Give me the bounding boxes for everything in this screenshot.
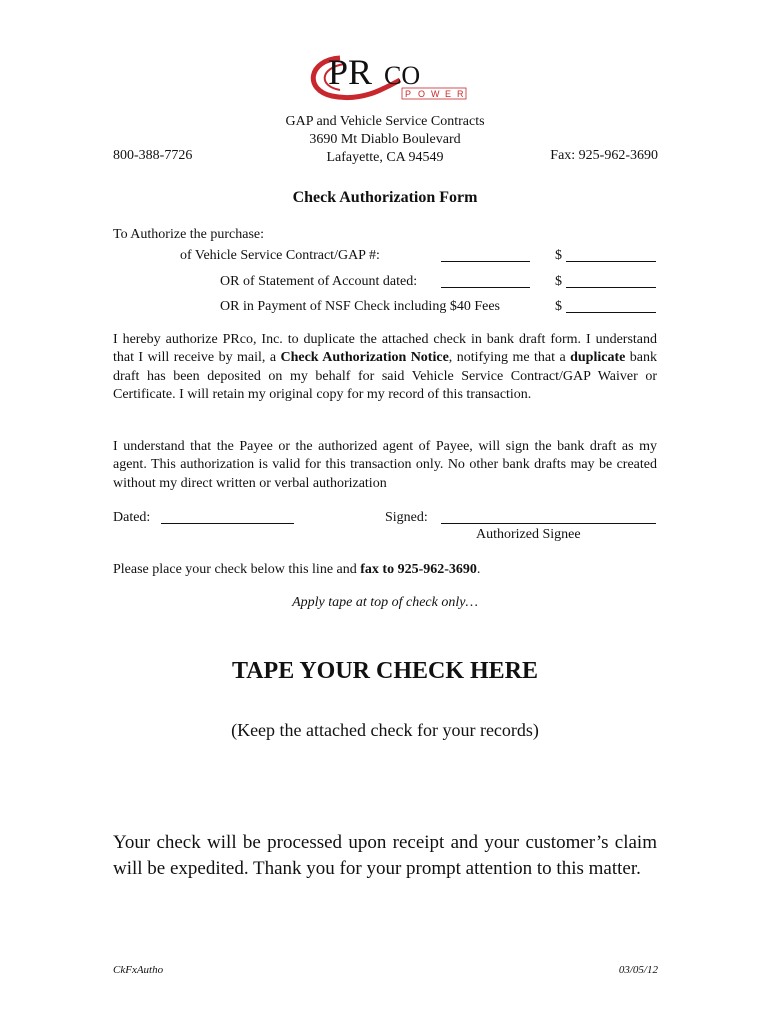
instructions-text-1: Please place your check below this line and	[113, 562, 361, 577]
para1-text-2: , notifying me that a	[448, 350, 571, 366]
phone-number: 800-388-7726	[113, 148, 193, 163]
dated-field[interactable]	[161, 509, 294, 524]
tape-check-title: TAPE YOUR CHECK HERE	[231, 658, 539, 684]
dated-label: Dated:	[113, 510, 151, 525]
check-instructions	[113, 561, 480, 579]
company-city: Lafayette, CA 94549	[326, 150, 444, 165]
prco-logo	[300, 50, 480, 104]
svg-text:P: P	[405, 89, 412, 99]
item-statement-label: OR of Statement of Account dated:	[220, 274, 418, 289]
contract-number-field[interactable]	[441, 247, 530, 262]
signature-field[interactable]	[441, 509, 656, 524]
para1-bold-notice: Check Authorization Notice	[280, 350, 449, 366]
form-title: Check Authorization Form	[292, 189, 478, 206]
footer-date: 03/05/12	[618, 964, 658, 976]
logo-swoosh-icon	[300, 50, 480, 104]
signed-label: Signed:	[385, 510, 428, 525]
para1-text-3: bank draft has been deposited on my behalf for said Vehicle Service Contract/GAP Waiver or Certificate. I will retain my original copy for my record of this transaction.	[113, 350, 657, 403]
svg-text:E: E	[445, 89, 452, 99]
svg-text:O: O	[418, 89, 426, 99]
footer-form-code: CkFxAutho	[113, 964, 164, 976]
dollar-sign-2: $	[555, 274, 562, 289]
para1-text-1: I hereby authorize PRco, Inc. to duplicate the attached check in bank draft form. I understand that I will receive by mail, a	[113, 332, 657, 366]
dollar-sign-3: $	[555, 299, 562, 314]
instructions-fax-bold: fax to 925-962-3690	[360, 562, 477, 577]
statement-amount-field[interactable]	[566, 273, 656, 288]
authorize-intro: To Authorize the purchase:	[113, 227, 265, 242]
svg-text:W: W	[431, 89, 440, 99]
para1-bold-duplicate: duplicate	[570, 350, 626, 366]
authorized-signee-label: Authorized Signee	[476, 527, 581, 542]
contract-amount-field[interactable]	[566, 247, 656, 262]
svg-text:PR: PR	[328, 52, 373, 92]
dollar-sign-1: $	[555, 248, 562, 263]
tape-instructions: Apply tape at top of check only…	[292, 595, 478, 610]
company-tagline: GAP and Vehicle Service Contracts	[285, 114, 485, 129]
agent-paragraph: I understand that the Payee or the authorized agent of Payee, will sign the bank draft as my agent. This authorization is valid for this transaction only. No other bank drafts may be created without my direct written or verbal authorization	[113, 439, 657, 491]
svg-text:CO: CO	[384, 61, 421, 90]
statement-date-field[interactable]	[441, 273, 530, 288]
company-address: 3690 Mt Diablo Boulevard	[309, 132, 461, 147]
keep-check-note: (Keep the attached check for your records)	[231, 720, 539, 740]
instructions-text-2: .	[476, 562, 481, 577]
fax-number: Fax: 925-962-3690	[550, 148, 658, 163]
authorization-paragraph	[113, 331, 657, 405]
nsf-amount-field[interactable]	[566, 298, 656, 313]
item-nsf-label: OR in Payment of NSF Check including $40 Fees	[220, 299, 500, 314]
svg-text:R: R	[457, 89, 464, 99]
item-contract-label: of Vehicle Service Contract/GAP #:	[180, 248, 380, 263]
closing-paragraph: Your check will be processed upon receipt and your customer’s claim will be expedited. Thank you for your prompt attention to this matter.	[113, 832, 657, 879]
